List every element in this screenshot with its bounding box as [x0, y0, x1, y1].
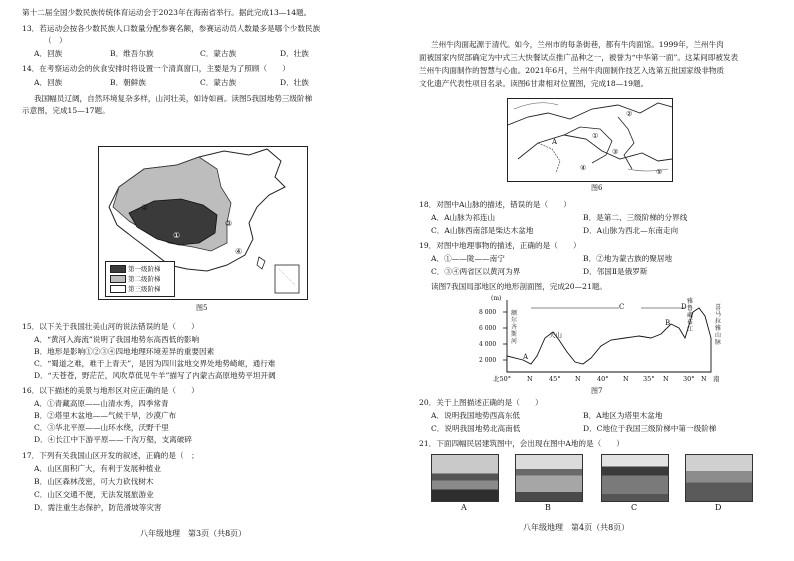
y-tick-6000: 6 000 — [479, 325, 497, 332]
profile-label-C: C — [619, 303, 625, 311]
y-unit: (m) — [491, 295, 502, 302]
q13-option-c: C．蒙古族 — [200, 49, 237, 58]
figure-7-caption: 图7 — [591, 387, 603, 395]
profile-label-himalaya: 喜马拉雅山脉 — [715, 304, 722, 346]
intro-15-17-line2: 示意图，完成15—17题。 — [22, 106, 110, 115]
figure-5-caption: 图5 — [196, 304, 208, 312]
question-15: 15．以下关于我国壮美山河的说法错误的是（ ） — [22, 322, 199, 331]
y-tick-8000: 8 000 — [479, 309, 497, 316]
q13-option-d: D．壮族 — [280, 49, 309, 58]
q15-option-c: C．“蜀道之难，难于上青天”，是因为四川盆地交界处地势崎岖，通行难 — [34, 359, 276, 368]
q16-option-b: B．②塔里木盆地——气候干旱，沙漠广布 — [34, 411, 177, 420]
intro-13-14: 第十二届全国少数民族传统体育运动会于2023年在海南省举行。据此完成13—14题。 — [22, 8, 312, 17]
figure-6-gansu-location-map — [507, 98, 673, 182]
question-21: 21．下面四幅民居建筑图中，会出现在图中A地的是（ ） — [419, 439, 624, 448]
map-label-A: A — [552, 138, 558, 146]
map-label-2: ② — [141, 203, 149, 212]
q19-option-a: A．①——陇——南宁 — [431, 254, 505, 263]
question-17: 17．下列有关我国山区开发的叙述，正确的是（ ； — [22, 451, 199, 460]
photo-label-d: D — [715, 503, 722, 512]
q16-option-c: C．③华北平原——山环水绕，沃野千里 — [34, 423, 169, 432]
photo-label-c: C — [631, 503, 638, 512]
page-footer-3: 八年级地理 第3页（共8页） — [140, 529, 247, 538]
legend-item-step3: 第三级阶梯 — [110, 284, 161, 293]
x-tick-n-5: N — [701, 375, 707, 383]
map-legend — [105, 261, 175, 297]
q18-option-c: C．A山脉西南部是柴达木盆地 — [431, 226, 534, 235]
figure-6-caption: 图6 — [591, 184, 603, 192]
q15-option-d: D．“天苍苍，野茫茫，风吹草低见牛羊”描写了内蒙古高原地势平坦开阔 — [34, 371, 276, 380]
y-tick-4000: 4 000 — [479, 341, 497, 348]
figure-7-terrain-profile — [479, 294, 725, 386]
x-tick-35: 35° — [643, 375, 655, 383]
q16-option-d: D．④长江中下游平原——千沟万壑，支离破碎 — [34, 435, 192, 444]
q13-option-a: A．回族 — [34, 49, 63, 58]
question-14: 14．在考察运动会的伙食安排时将设置一个清真窗口，主要是为了照顾（ ） — [22, 64, 290, 73]
x-tick-n-3: N — [623, 375, 629, 383]
map-label-4: ④ — [235, 247, 243, 256]
q15-option-b: B．地形是影响①②③④四地地理环境差异的重要因素 — [34, 347, 215, 356]
intro-18-19-line2: 面被国家内贸部确定为中式三大快餐试点推广品种之一，被誉为“中华第一面”。这某间即被发表 — [419, 53, 739, 62]
photo-label-a: A — [461, 503, 467, 512]
profile-label-A: A — [523, 353, 529, 361]
map-label-4: ④ — [580, 164, 587, 172]
q20-option-d: D．C地位于我国三级阶梯中第一级阶梯 — [583, 424, 717, 433]
photo-dwelling-a — [431, 454, 499, 502]
question-19: 19．对图中地理事物的描述，正确的是（ ） — [419, 241, 581, 250]
q14-option-a: A．回族 — [34, 78, 63, 87]
q17-option-a: A．山区面积广大，有利于发展种植业 — [34, 464, 161, 473]
q13-option-b: B．维吾尔族 — [110, 49, 154, 58]
map-label-3: ③ — [225, 219, 233, 228]
question-20: 20．关于上图描述正确的是（ ） — [419, 398, 543, 407]
map-label-3: ③ — [612, 148, 619, 156]
q19-option-c: C．③④两省区以黄河为界 — [431, 267, 521, 276]
photo-label-b: B — [545, 503, 551, 512]
figure-5-china-terrain-map — [98, 146, 308, 300]
x-tick-45: 45° — [549, 375, 561, 383]
q17-option-c: C．山区交通不便，无法发展旅游业 — [34, 490, 154, 499]
question-13: 13．若运动会按各少数民族人口数量分配参赛名额，参赛运动员人数最多是哪个少数民族 — [22, 24, 321, 33]
photo-dwelling-c — [601, 454, 669, 502]
profile-label-irtysh-river: 额尔齐斯河 — [511, 310, 518, 345]
q18-option-a: A．A山脉为祁连山 — [431, 213, 496, 222]
q19-option-d: D．邻国Ⅱ是俄罗斯 — [583, 267, 648, 276]
q20-option-a: A．说明我国地势西高东低 — [431, 411, 521, 420]
q15-option-a: A．“黄河入海流”说明了我国地势东高西低的影响 — [34, 335, 200, 344]
intro-20-21: 读图7我国局部地区的地形剖面图，完成20—21题。 — [431, 282, 608, 291]
question-13-paren: （ ） — [44, 36, 67, 45]
gansu-map-graphic — [508, 99, 672, 181]
photo-dwelling-b — [515, 454, 583, 502]
profile-label-yarlung-tsangpo: 雅鲁藏布江 — [687, 298, 694, 333]
x-tick-n-4: N — [663, 375, 669, 383]
x-tick-n50: 北50° — [493, 375, 512, 383]
q14-option-d: D．壮族 — [280, 78, 309, 87]
profile-label-D: D — [681, 303, 687, 311]
q14-option-c: C．蒙古族 — [200, 78, 237, 87]
intro-15-17-line1: 我国幅员辽阔，自然环境复杂多样，山河壮美，如诗如画。读图5我国地势三级阶梯 — [34, 94, 313, 103]
q17-option-d: D．需注重生态保护，防范滑坡等灾害 — [34, 503, 162, 512]
map-label-1: ① — [173, 231, 181, 240]
y-tick-2000: 2 000 — [479, 357, 497, 364]
q18-option-d: D．A山脉为西北—东南走向 — [583, 226, 679, 235]
x-tick-30: 30° — [683, 375, 695, 383]
legend-item-step2: 第二级阶梯 — [110, 274, 161, 283]
map-label-1: ① — [592, 132, 599, 140]
q17-option-b: B．山区森林茂密，可大力砍伐树木 — [34, 477, 154, 486]
intro-18-19-line1: 兰州牛肉面起源于清代。如今，兰州市的每条街巷，都有牛肉面馆。1999年，兰州牛肉 — [431, 40, 724, 49]
question-16: 16．以下描述的美景与地形区对应正确的是（ ） — [22, 386, 199, 395]
x-tick-n-2: N — [575, 375, 581, 383]
profile-label-B: B — [665, 319, 671, 327]
x-tick-n-1: N — [527, 375, 533, 383]
q14-option-b: B．朝鲜族 — [110, 78, 146, 87]
photo-dwelling-d — [685, 454, 753, 502]
q16-option-a: A．①青藏高原——山清水秀，四季常青 — [34, 399, 169, 408]
x-tick-40: 40° — [597, 375, 609, 383]
question-18: 18．对图中A山脉的描述，错误的是（ ） — [419, 200, 571, 209]
q18-option-b: B．是第二、三级阶梯的分界线 — [583, 213, 688, 222]
page-4 — [397, 0, 777, 561]
page-3 — [0, 0, 380, 561]
q20-option-b: B．A地区为塔里木盆地 — [583, 411, 663, 420]
q19-option-b: B．②地为蒙古族的聚居地 — [583, 254, 673, 263]
intro-18-19-line3: 兰州牛肉面制作的智慧与心血。2021年6月，兰州牛肉面制作技艺入选第五批国家级非物质 — [419, 66, 725, 75]
x-tick-south: 南 — [713, 375, 720, 383]
intro-18-19-line4: 文化遗产代表性项目名录。读图6甘肃相对位置图，完成18—19题。 — [419, 79, 649, 88]
legend-item-step1: 第一级阶梯 — [110, 264, 161, 273]
map-label-2: ② — [626, 110, 633, 118]
q20-option-c: C．说明我国地势北高南低 — [431, 424, 521, 433]
profile-label-tianshan: 天山 — [549, 331, 562, 339]
map-label-5: ⑤ — [656, 168, 663, 176]
page-footer-4: 八年级地理 第4页（共8页） — [523, 523, 630, 532]
